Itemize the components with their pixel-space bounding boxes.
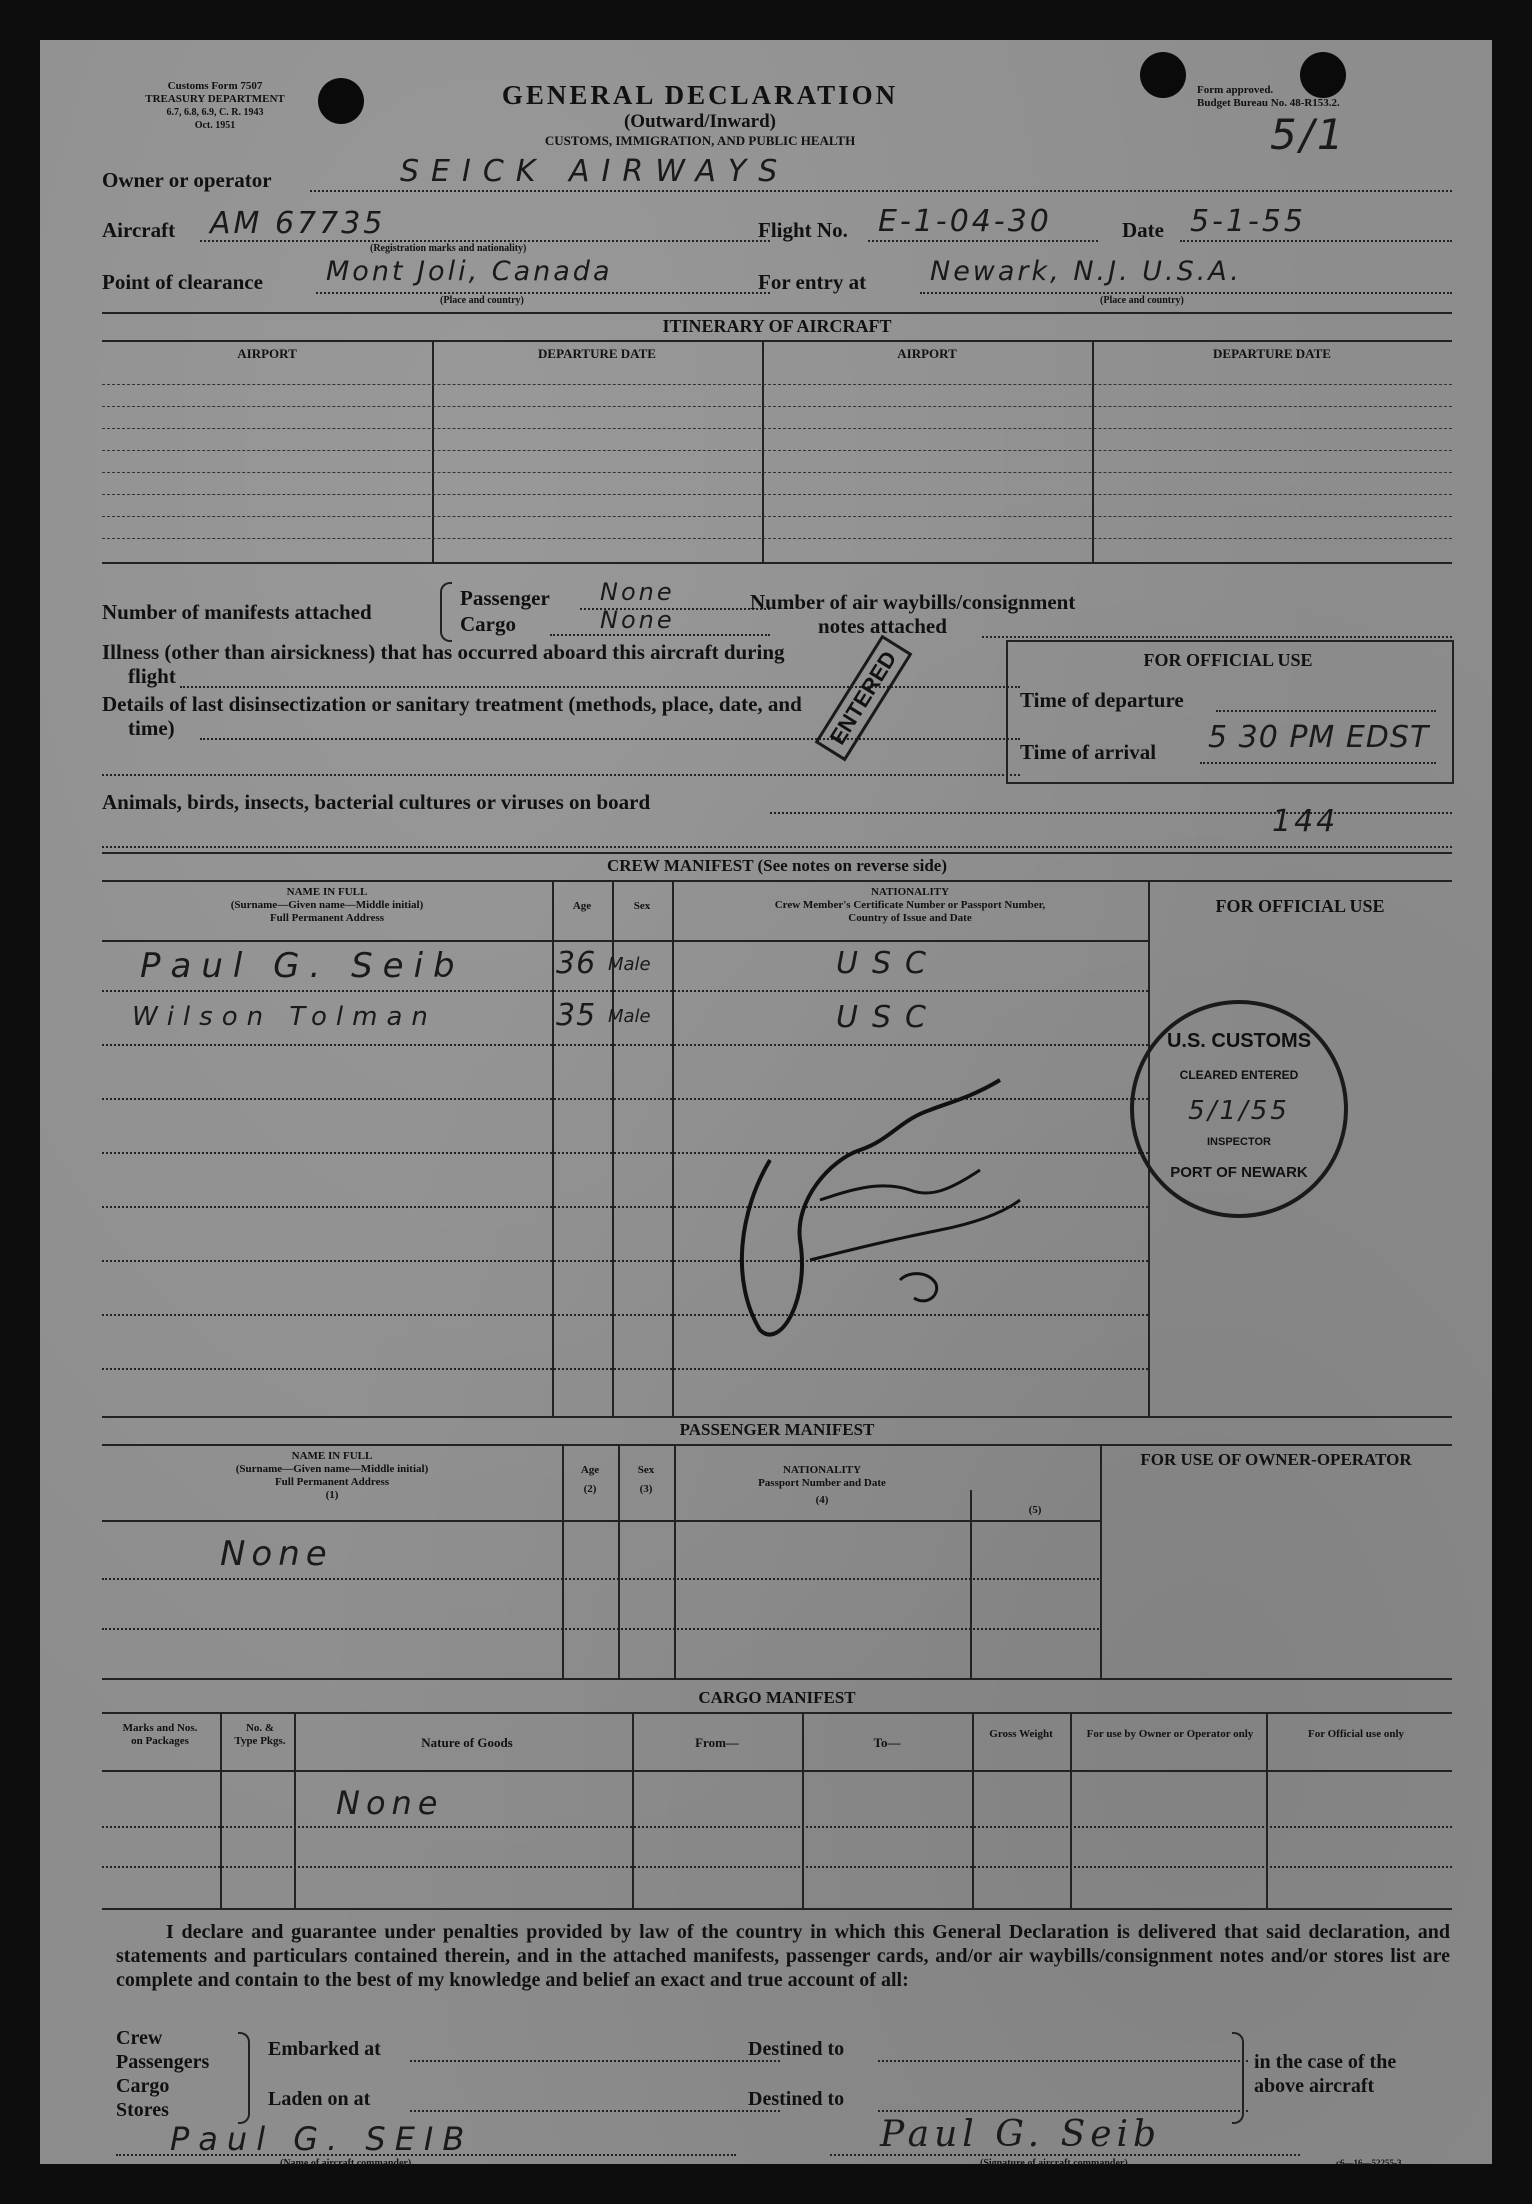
- clearance-value: Mont Joli, Canada: [326, 256, 613, 287]
- clearance-note: (Place and country): [440, 295, 524, 306]
- pax-col-sex-title: Sex: [637, 1464, 655, 1476]
- cargo-divider-5: [972, 1712, 974, 1908]
- approval-block: [1197, 84, 1437, 110]
- cargo-divider-7: [1266, 1712, 1268, 1908]
- crew-row-1-sex: Male: [608, 954, 651, 975]
- itinerary-divider-1: [432, 340, 434, 564]
- departure-time-label: Time of departure: [1020, 688, 1184, 712]
- disinsect-label: Details of last disinsectization or sanitary treatment (methods, place, date, and: [102, 692, 802, 716]
- crew-divider-1: [552, 880, 554, 1416]
- flight-value: E-1-04-30: [878, 204, 1052, 239]
- date-value: 5-1-55: [1190, 204, 1306, 239]
- passenger-top-rule: [102, 1416, 1452, 1418]
- crew-title: CREW MANIFEST (See notes on reverse side): [607, 856, 947, 875]
- animals-label: Animals, birds, insects, bacterial cultures or viruses on board: [102, 790, 651, 814]
- passenger-manifest-value: None: [600, 578, 675, 606]
- cargo-divider-2: [294, 1712, 296, 1908]
- commander-signature-label: (Signature of aircraft commander): [980, 2158, 1128, 2169]
- cargo-manifest-label: Cargo: [460, 612, 516, 636]
- crew-row-1-name: Paul G. Seib: [140, 946, 465, 986]
- customs-stamp-bottom: PORT OF NEWARK: [1170, 1164, 1308, 1181]
- cargo-manifest-line: [550, 634, 770, 636]
- passenger-head-rule: [102, 1444, 1452, 1446]
- crew-col-nat-title: NATIONALITY: [870, 886, 950, 898]
- approval-text: Form approved.: [1197, 84, 1274, 96]
- aircraft-note: (Registration marks and nationality): [370, 243, 527, 254]
- itinerary-row-line: [102, 494, 1452, 495]
- itinerary-col-date-2: DEPARTURE DATE: [1213, 346, 1331, 361]
- commander-name-label: (Name of aircraft commander): [280, 2158, 412, 2169]
- itinerary-divider-2: [762, 340, 764, 564]
- cargo-divider-6: [1070, 1712, 1072, 1908]
- pax-col-owner: FOR USE OF OWNER-OPERATOR: [1140, 1450, 1412, 1469]
- crew-col-official: FOR OFFICIAL USE: [1215, 896, 1385, 916]
- document-page: [40, 40, 1492, 2169]
- punch-hole-mid: [1140, 52, 1186, 98]
- cargo-col-to: To—: [873, 1735, 901, 1750]
- date-label: Date: [1122, 218, 1164, 242]
- clearance-label: Point of clearance: [102, 270, 263, 294]
- itinerary-row-line: [102, 406, 1452, 407]
- crew-row-2-sex: Male: [608, 1006, 651, 1027]
- entry-value: Newark, N.J. U.S.A.: [930, 256, 1242, 287]
- pax-col-age: [562, 1464, 618, 1496]
- disinsect-line-2: [102, 774, 1020, 776]
- entry-label: For entry at: [758, 270, 867, 294]
- laden-line: [410, 2110, 780, 2112]
- pax-col-nat-title: NATIONALITY: [782, 1464, 862, 1476]
- animals-line-2: [102, 846, 1452, 848]
- manifests-label: Number of manifests attached: [102, 600, 372, 624]
- entry-note: (Place and country): [1100, 295, 1184, 306]
- cargo-divider-4: [802, 1712, 804, 1908]
- customs-stamp-inspector: INSPECTOR: [1207, 1136, 1271, 1148]
- crew-col-sex: Sex: [633, 900, 651, 912]
- entered-stamp: [815, 635, 913, 762]
- departure-time-line: [1216, 710, 1436, 712]
- case-label: [1254, 2050, 1396, 2098]
- page-subtitle-2: CUSTOMS, IMMIGRATION, AND PUBLIC HEALTH: [544, 133, 856, 148]
- declaration-text: I declare and guarantee under penalties provided by law of the country in which this General Declaration is delivered that said declaration, and statements and particulars contained therein, and in the attached manifests, passenger cards, and/or air waybills/consignment notes and/or stores list are complete and contain to the best of my knowledge and belief an exact and true account of all:: [116, 1921, 1450, 1991]
- crew-head-rule: [102, 880, 1452, 882]
- itinerary-row-line: [102, 428, 1452, 429]
- case-label-2: above aircraft: [1254, 2075, 1375, 2097]
- itinerary-col-airport-1: AIRPORT: [237, 346, 297, 361]
- pax-col-nat-sub: Passport Number and Date: [758, 1477, 886, 1489]
- cargo-colhead-rule: [102, 1770, 1452, 1772]
- declaration-item-passengers: Passengers: [116, 2051, 210, 2073]
- pax-col-age-num: (2): [583, 1483, 597, 1495]
- destined-label-2: Destined to: [748, 2088, 845, 2110]
- page-mark: 5/1: [1270, 110, 1347, 159]
- customs-stamp-top: U.S. CUSTOMS: [1166, 1030, 1312, 1052]
- customs-stamp: [1130, 1000, 1348, 1218]
- itinerary-row-line: [102, 516, 1452, 517]
- crew-row-2-age: 35: [556, 998, 597, 1033]
- print-code: c6—16—52255-3: [1336, 2158, 1402, 2168]
- commander-name-line: [116, 2154, 736, 2156]
- arrival-time-label: Time of arrival: [1020, 740, 1157, 764]
- inspector-signature-scribble: [700, 1040, 1120, 1360]
- entry-line: [920, 292, 1452, 294]
- itinerary-head-rule: [102, 340, 1452, 342]
- crew-col-name: [102, 886, 552, 925]
- passenger-manifest-label: Passenger: [460, 586, 550, 610]
- crew-col-nat-sub2: Country of Issue and Date: [848, 912, 972, 924]
- cargo-col-marks: Marks and Nos. on Packages: [122, 1722, 198, 1747]
- disinsect-label-2: time): [128, 716, 175, 740]
- crew-row-2-nationality: USC: [836, 1000, 940, 1035]
- pax-col-name: [102, 1450, 562, 1502]
- declaration-item-cargo: Cargo: [116, 2075, 170, 2097]
- owner-label: Owner or operator: [102, 168, 272, 192]
- embarked-label: Embarked at: [268, 2038, 381, 2060]
- declaration-item-stores: Stores: [116, 2099, 169, 2121]
- crew-top-rule: [102, 852, 1452, 854]
- crew-col-name-sub: (Surname—Given name—Middle initial): [230, 899, 424, 911]
- cargo-manifest-value: None: [600, 606, 675, 634]
- budget-text: Budget Bureau No. 48-R153.2.: [1197, 97, 1340, 109]
- embarked-line: [410, 2060, 780, 2062]
- pax-col-age-title: Age: [580, 1464, 600, 1476]
- waybills-line: [982, 636, 1452, 638]
- case-label-1: in the case of the: [1254, 2051, 1397, 2073]
- form-number: Customs Form 7507: [167, 80, 263, 92]
- cargo-value: None: [336, 1784, 444, 1822]
- crew-col-nat-sub: Crew Member's Certificate Number or Passport Number,: [774, 899, 1046, 911]
- itinerary-row-line: [102, 538, 1452, 539]
- clearance-line: [316, 292, 770, 294]
- arrival-time-value: 5 30 PM EDST: [1208, 720, 1430, 755]
- commander-signature-line: [830, 2154, 1300, 2156]
- illness-line: [180, 686, 1020, 688]
- customs-stamp-date: 5/1/55: [1188, 1096, 1290, 1126]
- cargo-col-goods: Nature of Goods: [421, 1735, 513, 1750]
- commander-signature: Paul G. Seib: [880, 2114, 1162, 2155]
- manifests-brace: [440, 582, 452, 642]
- cargo-col-official: For Official use only: [1307, 1728, 1405, 1740]
- flight-line: [868, 240, 1098, 242]
- cargo-bottom-rule: [102, 1908, 1452, 1910]
- customs-stamp-middle: CLEARED ENTERED: [1179, 1068, 1299, 1082]
- crew-col-name-title: NAME IN FULL: [286, 886, 368, 898]
- crew-row-line: [102, 990, 1148, 992]
- entered-stamp-text: ENTERED: [824, 646, 902, 749]
- owner-line: [310, 190, 1452, 192]
- illness-label-2: flight: [128, 664, 176, 688]
- crew-divider-3: [672, 880, 674, 1416]
- disinsect-line: [200, 738, 1020, 740]
- pax-divider-5: [1100, 1444, 1102, 1678]
- pax-divider-2: [618, 1444, 620, 1678]
- pax-colhead-rule: [102, 1520, 1102, 1522]
- cargo-head-rule: [102, 1712, 1452, 1714]
- destined-label: Destined to: [748, 2038, 845, 2060]
- cargo-col-pkgs: No. & Type Pkgs.: [234, 1722, 286, 1747]
- passenger-bottom-rule: [102, 1678, 1452, 1680]
- flight-label: Flight No.: [758, 218, 848, 242]
- destined-line-2: [878, 2110, 1248, 2112]
- page-title: GENERAL DECLARATION: [501, 80, 899, 110]
- cargo-col-owner: For use by Owner or Operator only: [1086, 1728, 1254, 1740]
- crew-col-age: Age: [572, 900, 592, 912]
- laden-label: Laden on at: [268, 2088, 371, 2110]
- pax-col-nationality: [674, 1464, 970, 1507]
- title-block: [480, 80, 920, 149]
- declaration-brace-right: [1232, 2032, 1244, 2124]
- pax-col-name-sub2: Full Permanent Address: [274, 1476, 390, 1488]
- arrival-time-line: [1200, 762, 1436, 764]
- pax-col-sex-num: (3): [639, 1483, 653, 1495]
- pax-divider-3: [674, 1444, 676, 1678]
- waybills-label-2: notes attached: [818, 614, 947, 638]
- cargo-title: CARGO MANIFEST: [698, 1688, 856, 1707]
- passenger-title: PASSENGER MANIFEST: [679, 1420, 875, 1439]
- cargo-row-line: [102, 1826, 1452, 1828]
- declaration-items: [116, 2026, 209, 2122]
- itinerary-col-airport-2: AIRPORT: [897, 346, 957, 361]
- pax-divider-1: [562, 1444, 564, 1678]
- pax-row-line: [102, 1578, 1102, 1580]
- itinerary-title: ITINERARY OF AIRCRAFT: [662, 316, 892, 336]
- commander-name: Paul G. SEIB: [170, 2120, 474, 2158]
- owner-value: SEICK AIRWAYS: [400, 154, 790, 189]
- aircraft-value: AM 67735: [210, 206, 386, 241]
- itinerary-bottom-rule: [102, 562, 1452, 564]
- pax-col-name-num: (1): [325, 1489, 339, 1501]
- itinerary-row-line: [102, 472, 1452, 473]
- crew-row-2-name: Wilson Tolman: [132, 1002, 437, 1032]
- date-line: [1180, 240, 1452, 242]
- crew-row-1-nationality: USC: [836, 946, 940, 981]
- cargo-col-from: From—: [695, 1735, 739, 1750]
- authority: 6.7, 6.8, 6.9, C. R. 1943: [166, 107, 264, 118]
- pax-col-5: (5): [1028, 1504, 1042, 1516]
- itinerary-row-line: [102, 450, 1452, 451]
- department: TREASURY DEPARTMENT: [145, 93, 285, 105]
- pax-divider-4: [970, 1490, 972, 1678]
- cargo-col-weight: Gross Weight: [989, 1728, 1053, 1740]
- page-subtitle: (Outward/Inward): [623, 111, 776, 132]
- pax-col-name-sub: (Surname—Given name—Middle initial): [235, 1463, 429, 1475]
- destined-line: [878, 2060, 1248, 2062]
- crew-colhead-rule: [102, 940, 1148, 942]
- cargo-row-line: [102, 1866, 1452, 1868]
- pax-col-nat-num: (4): [815, 1494, 829, 1506]
- official-use-title: FOR OFFICIAL USE: [1143, 650, 1313, 670]
- itinerary-top-rule: [102, 312, 1452, 314]
- crew-col-name-sub2: Full Permanent Address: [269, 912, 385, 924]
- cargo-divider-3: [632, 1712, 634, 1908]
- pax-col-name-title: NAME IN FULL: [291, 1450, 373, 1462]
- itinerary-divider-3: [1092, 340, 1094, 564]
- form-id-block: [100, 80, 330, 132]
- pax-col-sex: [618, 1464, 674, 1496]
- itinerary-col-date-1: DEPARTURE DATE: [538, 346, 656, 361]
- cargo-divider-1: [220, 1712, 222, 1908]
- declaration-item-crew: Crew: [116, 2027, 163, 2049]
- crew-col-nationality: [672, 886, 1148, 925]
- aircraft-label: Aircraft: [102, 218, 176, 242]
- animals-line: [770, 812, 1452, 814]
- pax-row-line: [102, 1628, 1102, 1630]
- pax-value: None: [220, 1534, 333, 1574]
- itinerary-row-line: [102, 384, 1452, 385]
- declaration-brace: [238, 2032, 250, 2124]
- illness-label: Illness (other than airsickness) that has occurred aboard this aircraft during: [102, 640, 785, 664]
- crew-row-line: [102, 1368, 1148, 1370]
- waybills-label: Number of air waybills/consignment: [750, 590, 1076, 614]
- edition: Oct. 1951: [194, 120, 236, 131]
- number-mark: 144: [1272, 804, 1339, 839]
- crew-row-1-age: 36: [556, 946, 597, 981]
